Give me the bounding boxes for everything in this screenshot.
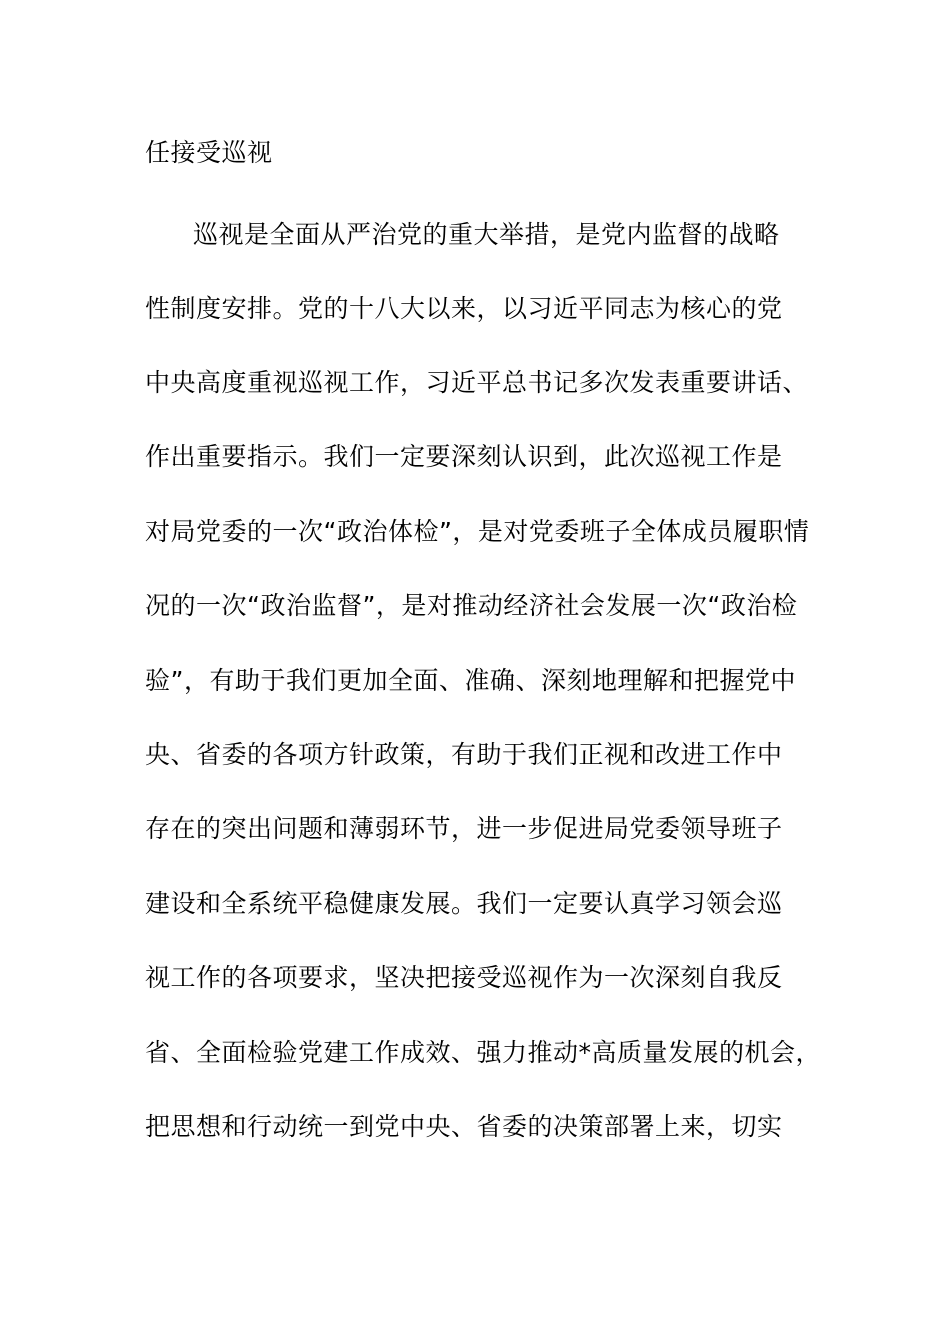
text-line: 况的一次“政治监督”，是对推动经济社会发展一次“政治检	[145, 591, 798, 620]
paragraph-first-line: 巡视是全面从严治党的重大举措，是党内监督的战略	[193, 220, 780, 249]
text-line: 验”，有助于我们更加全面、准确、深刻地理解和把握党中	[145, 666, 796, 695]
text-line: 建设和全系统平稳健康发展。我们一定要认真学习领会巡	[145, 889, 783, 918]
text-line: 存在的突出问题和薄弱环节，进一步促进局党委领导班子	[145, 814, 783, 843]
text-line: 对局党委的一次“政治体检”，是对党委班子全体成员履职情	[145, 517, 810, 546]
text-line: 作出重要指示。我们一定要深刻认识到，此次巡视工作是	[145, 442, 783, 471]
text-line: 任接受巡视	[145, 138, 273, 167]
text-line: 省、全面检验党建工作成效、强力推动*高质量发展的机会，	[145, 1038, 822, 1067]
text-line: 中央高度重视巡视工作，习近平总书记多次发表重要讲话、	[145, 368, 809, 397]
text-line: 性制度安排。党的十八大以来，以习近平同志为核心的党	[145, 294, 783, 323]
text-line: 央、省委的各项方针政策，有助于我们正视和改进工作中	[145, 740, 783, 769]
text-line: 把思想和行动统一到党中央、省委的决策部署上来，切实	[145, 1112, 783, 1141]
text-line: 视工作的各项要求，坚决把接受巡视作为一次深刻自我反	[145, 963, 783, 992]
